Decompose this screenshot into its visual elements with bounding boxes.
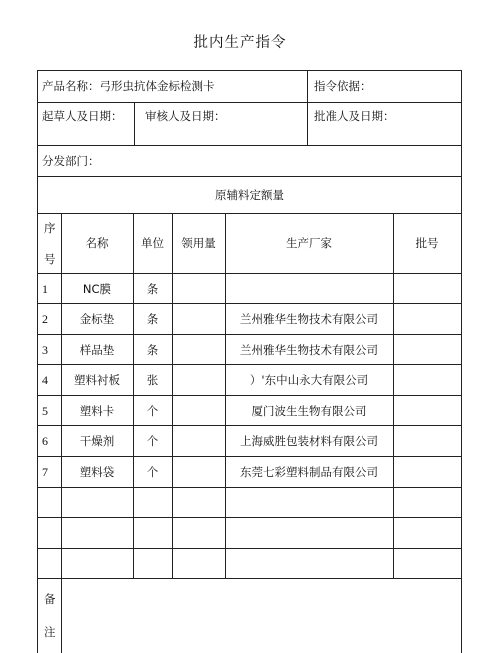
column-header-quantity: 领用量 — [181, 236, 216, 250]
column-header-unit: 单位 — [141, 236, 164, 250]
grid-line — [37, 70, 462, 71]
remarks-label-2: 注 — [44, 625, 56, 639]
approver-label: 批准人及日期： — [314, 109, 395, 123]
column-header-batch: 批号 — [415, 236, 439, 250]
row-name: NC膜 — [82, 282, 112, 296]
row-manufacturer: 兰州雅华生物技术有限公司 — [240, 343, 378, 357]
instruction-basis-label: 指令依据： — [314, 79, 372, 93]
grid-line — [133, 213, 134, 578]
row-manufacturer: 上海威胜包装材料有限公司 — [240, 434, 378, 448]
grid-line — [37, 176, 462, 177]
column-header-seq-1: 序 — [44, 221, 56, 235]
row-name: 干燥剂 — [79, 434, 115, 448]
row-unit: 条 — [146, 282, 159, 296]
column-header-name: 名称 — [85, 236, 109, 250]
product-name-value: 弓形虫抗体金标检测卡 — [99, 79, 215, 93]
column-header-seq-2: 号 — [44, 252, 56, 266]
row-manufacturer: ）'东中山永大有限公司 — [249, 373, 369, 387]
section-title: 原辅料定额量 — [215, 188, 284, 202]
row-name: 金标垫 — [79, 312, 115, 326]
row-unit: 条 — [146, 312, 159, 326]
grid-line — [37, 425, 462, 426]
row-name: 塑料袋 — [79, 465, 115, 479]
remarks-label-1: 备 — [44, 592, 56, 606]
grid-line — [307, 102, 308, 145]
grid-line — [37, 517, 462, 518]
row-seq: 2 — [42, 312, 48, 326]
row-seq: 1 — [42, 282, 48, 296]
row-name: 塑料衬板 — [74, 373, 120, 387]
grid-line — [61, 213, 62, 578]
grid-line — [37, 487, 462, 488]
row-manufacturer: 厦门波生生物有限公司 — [251, 404, 367, 418]
reviewer-label: 审核人及日期： — [145, 109, 226, 123]
row-seq: 7 — [42, 465, 48, 479]
grid-line — [37, 334, 462, 335]
production-order-form — [37, 70, 462, 653]
row-seq: 6 — [42, 434, 48, 448]
row-unit: 个 — [146, 465, 159, 479]
grid-line — [37, 102, 462, 103]
grid-line — [172, 213, 173, 578]
row-manufacturer: 兰州雅华生物技术有限公司 — [240, 312, 378, 326]
row-seq: 5 — [42, 404, 48, 418]
row-seq: 3 — [42, 343, 48, 357]
grid-line — [37, 578, 462, 579]
row-unit: 张 — [146, 373, 159, 387]
grid-line — [37, 303, 462, 304]
grid-line — [225, 213, 226, 578]
grid-line — [134, 102, 135, 145]
grid-line — [37, 70, 38, 653]
row-unit: 个 — [146, 434, 159, 448]
product-name-label: 产品名称： — [42, 79, 100, 93]
row-name: 塑料卡 — [79, 404, 115, 418]
grid-line — [37, 145, 462, 146]
row-unit: 条 — [146, 343, 159, 357]
row-name: 样品垫 — [79, 343, 115, 357]
row-seq: 4 — [42, 373, 48, 387]
grid-line — [37, 456, 462, 457]
grid-line — [307, 70, 308, 102]
grid-line — [61, 578, 62, 653]
product-name-field — [42, 79, 215, 93]
row-unit: 个 — [146, 404, 159, 418]
grid-line — [37, 548, 462, 549]
drafter-label: 起草人及日期： — [42, 109, 123, 123]
grid-line — [37, 395, 462, 396]
grid-line — [37, 364, 462, 365]
grid-line — [37, 213, 462, 214]
grid-line — [461, 70, 462, 653]
document-title: 批内生产指令 — [193, 35, 287, 51]
grid-line — [393, 213, 394, 578]
row-manufacturer: 东莞七彩塑料制品有限公司 — [240, 465, 378, 479]
distribution-department-label: 分发部门： — [42, 154, 100, 168]
grid-line — [37, 273, 462, 274]
column-header-manufacturer: 生产厂家 — [286, 236, 332, 250]
